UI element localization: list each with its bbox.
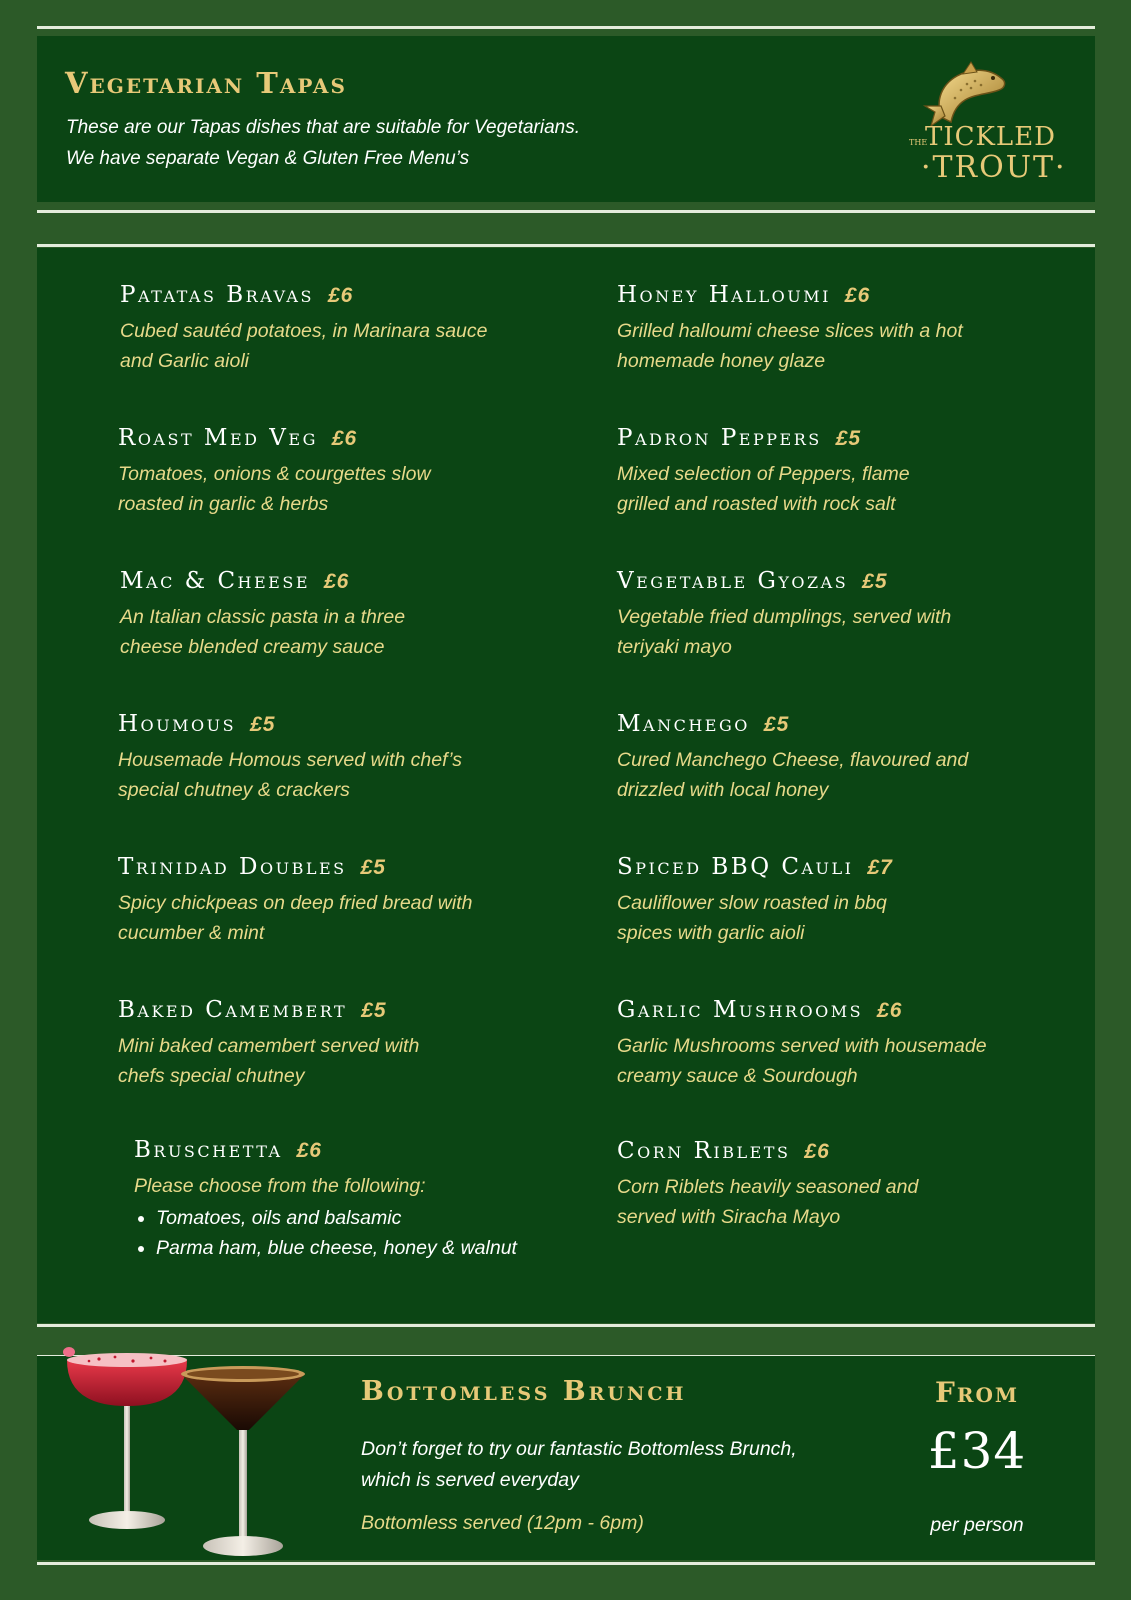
logo-line1: TICKLED (925, 122, 1057, 152)
menu-item-mac-cheese (120, 568, 550, 662)
list-item: Tomatoes, oils and balsamic (134, 1203, 584, 1233)
list-item: Parma ham, blue cheese, honey & walnut (134, 1233, 584, 1263)
item-desc: Spicy chickpeas on deep fried bread with cucumber & mint (118, 892, 473, 944)
bruschetta-options (134, 1203, 584, 1263)
menu-item-bruschetta (134, 1137, 584, 1263)
item-desc: Housemade Homous served with chef’s special chutney & crackers (118, 749, 462, 801)
item-price: £5 (361, 999, 387, 1022)
cocktail-glasses-icon (59, 1334, 319, 1564)
brunch-description (361, 1434, 881, 1496)
item-price: £6 (327, 284, 354, 307)
header-subtitle (66, 112, 706, 174)
menu-item-baked-camembert (118, 997, 548, 1091)
item-name: Houmous (118, 711, 237, 737)
item-name: Bruschetta (134, 1137, 283, 1163)
item-name: Mac & Cheese (120, 568, 310, 594)
item-desc: Mixed selection of Peppers, flame grilled and roasted with rock salt (617, 463, 910, 515)
menu-item-roast-med-veg (118, 425, 548, 519)
item-price: £6 (877, 999, 903, 1022)
menu-item-honey-halloumi (617, 282, 1047, 376)
tickled-trout-logo (905, 56, 1067, 186)
logo-the-text: THE (909, 138, 928, 147)
item-name: Manchego (617, 711, 750, 737)
menu-item-spiced-bbq-cauli (617, 854, 1047, 948)
item-name: Baked Camembert (118, 997, 348, 1023)
item-price: £5 (360, 856, 386, 879)
item-desc: Please choose from the following: (134, 1175, 426, 1197)
menu-item-trinidad-doubles (118, 854, 548, 948)
per-person-label: per person (930, 1514, 1024, 1536)
menu-item-houmous (118, 711, 548, 805)
item-name: Corn Riblets (617, 1138, 791, 1164)
header-panel (37, 36, 1095, 202)
item-desc: Tomatoes, onions & courgettes slow roasted in garlic & herbs (118, 463, 431, 515)
menu-item-manchego (617, 711, 1047, 805)
item-name: Honey Halloumi (617, 282, 831, 308)
item-price: £6 (331, 427, 358, 450)
menu-item-patatas-bravas (120, 282, 550, 376)
menu-panel (37, 248, 1095, 1323)
item-name: Spiced BBQ Cauli (617, 854, 854, 880)
brunch-hours: Bottomless served (12pm - 6pm) (361, 1512, 644, 1534)
item-name: Patatas Bravas (120, 282, 314, 308)
item-desc: Mini baked camembert served with chefs special chutney (118, 1035, 420, 1087)
header-bottom-rule (37, 210, 1095, 213)
menu-top-rule (37, 244, 1095, 247)
item-price: £5 (835, 427, 862, 450)
item-desc: An Italian classic pasta in a three cheese blended creamy sauce (120, 606, 406, 658)
item-name: Vegetable Gyozas (617, 568, 849, 594)
item-desc: Garlic Mushrooms served with housemade creamy sauce & Sourdough (617, 1035, 987, 1087)
brunch-price: £34 (927, 1422, 1027, 1480)
item-name: Padron Peppers (617, 425, 822, 451)
menu-bottom-rule (37, 1324, 1095, 1327)
logo-line2: ·TROUT· (921, 150, 1067, 185)
price-from-label: From (934, 1376, 1020, 1409)
brunch-desc-line1: Don’t forget to try our fantastic Bottomless Brunch, (361, 1438, 797, 1460)
item-price: £5 (250, 713, 276, 736)
brunch-panel (37, 1356, 1095, 1560)
header-subtitle-line1: These are our Tapas dishes that are suitable for Vegetarians. (66, 117, 581, 138)
item-name: Garlic Mushrooms (617, 997, 864, 1023)
item-desc: Grilled halloumi cheese slices with a hot homemade honey glaze (617, 320, 963, 372)
item-price: £6 (844, 284, 871, 307)
trout-fish-icon (905, 56, 1015, 128)
item-name: Trinidad Doubles (118, 854, 347, 880)
item-price: £7 (867, 856, 893, 879)
item-price: £5 (862, 570, 888, 593)
item-desc: Cured Manchego Cheese, flavoured and drizzled with local honey (617, 749, 969, 801)
item-desc: Cauliflower slow roasted in bbq spices with garlic aioli (617, 892, 887, 944)
header-subtitle-line2: We have separate Vegan & Gluten Free Menu’s (66, 148, 470, 169)
menu-item-corn-riblets (617, 1138, 1047, 1232)
item-desc: Cubed sautéd potatoes, in Marinara sauce and Garlic aioli (120, 320, 488, 372)
item-price: £6 (296, 1139, 322, 1162)
item-name: Roast Med Veg (118, 425, 318, 451)
menu-item-garlic-mushrooms (617, 997, 1057, 1091)
item-price: £6 (804, 1140, 830, 1163)
item-price: £5 (763, 713, 790, 736)
item-price: £6 (324, 570, 350, 593)
brunch-desc-line2: which is served everyday (361, 1469, 579, 1491)
page-title: Vegetarian Tapas (65, 66, 347, 100)
brunch-title: Bottomless Brunch (361, 1376, 687, 1407)
item-desc: Vegetable fried dumplings, served with teriyaki mayo (617, 606, 952, 658)
menu-item-padron-peppers (617, 425, 1047, 519)
item-desc: Corn Riblets heavily seasoned and served with Siracha Mayo (617, 1176, 919, 1228)
menu-item-vegetable-gyozas (617, 568, 1057, 662)
top-rule (37, 26, 1095, 29)
